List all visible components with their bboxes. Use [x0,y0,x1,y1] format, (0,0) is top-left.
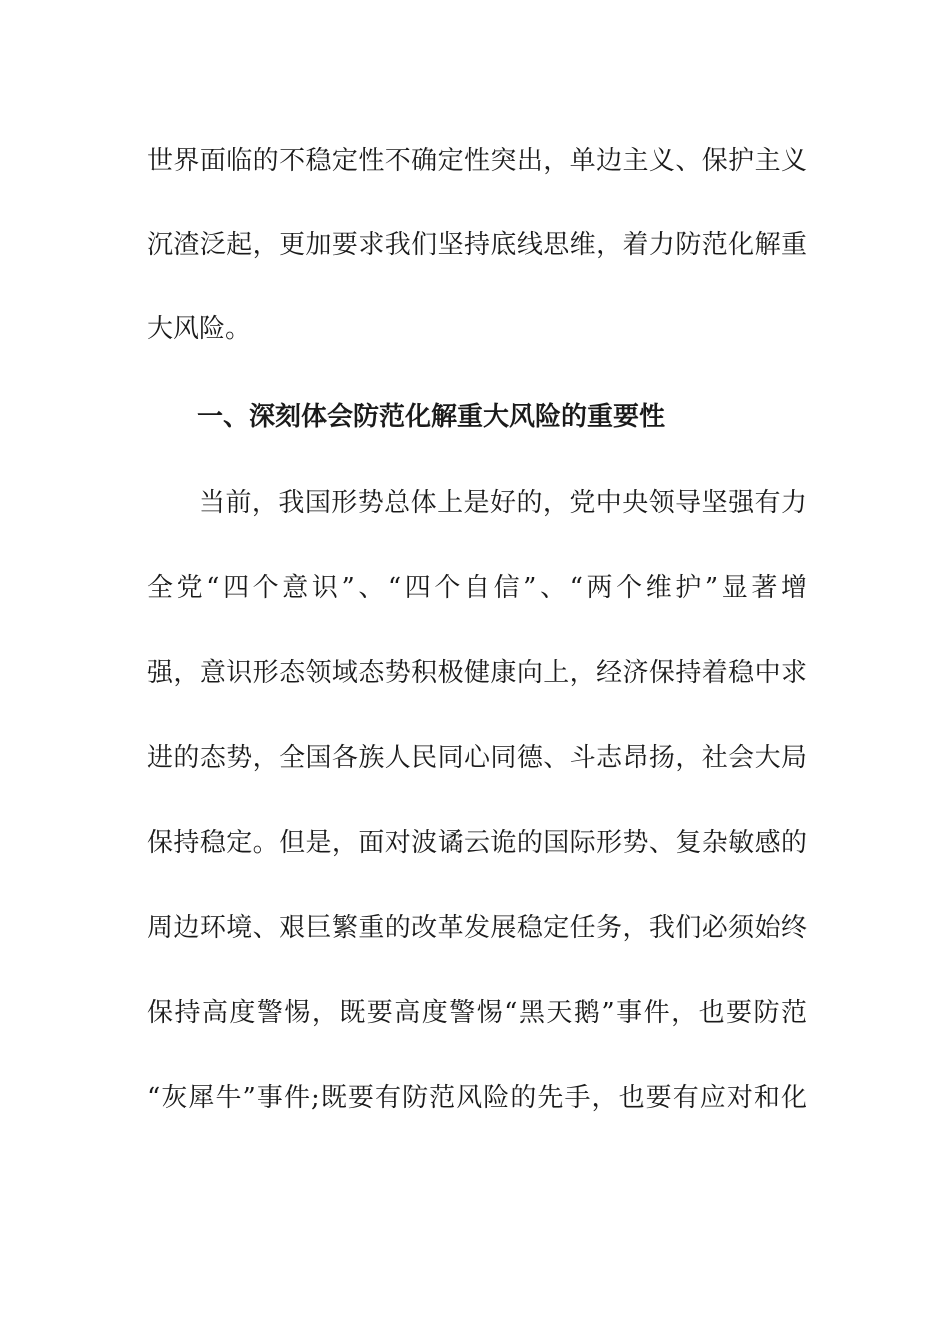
paragraph-line-5: 保持稳定。但是，面对波谲云诡的国际形势、复杂敏感的 [147,828,807,858]
section-heading: 一、深刻体会防范化解重大风险的重要性 [197,402,666,432]
paragraph-line-8: “灰犀牛”事件;既要有防范风险的先手，也要有应对和化 [147,1083,807,1113]
text-line-3: 大风险。 [147,314,252,344]
paragraph-line-7: 保持高度警惕，既要高度警惕“黑天鹅”事件，也要防范 [147,998,807,1028]
paragraph-line-4: 进的态势，全国各族人民同心同德、斗志昂扬，社会大局 [147,743,807,773]
paragraph-line-3: 强，意识形态领域态势积极健康向上，经济保持着稳中求 [147,658,807,688]
paragraph-line-1: 当前，我国形势总体上是好的，党中央领导坚强有力 [199,488,807,518]
text-line-2: 沉渣泛起，更加要求我们坚持底线思维，着力防范化解重 [147,230,807,260]
paragraph-line-2: 全党“四个意识”、“四个自信”、“两个维护”显著增 [147,573,807,603]
text-line-1: 世界面临的不稳定性不确定性突出，单边主义、保护主义 [147,146,807,176]
paragraph-line-6: 周边环境、艰巨繁重的改革发展稳定任务，我们必须始终 [147,913,807,943]
